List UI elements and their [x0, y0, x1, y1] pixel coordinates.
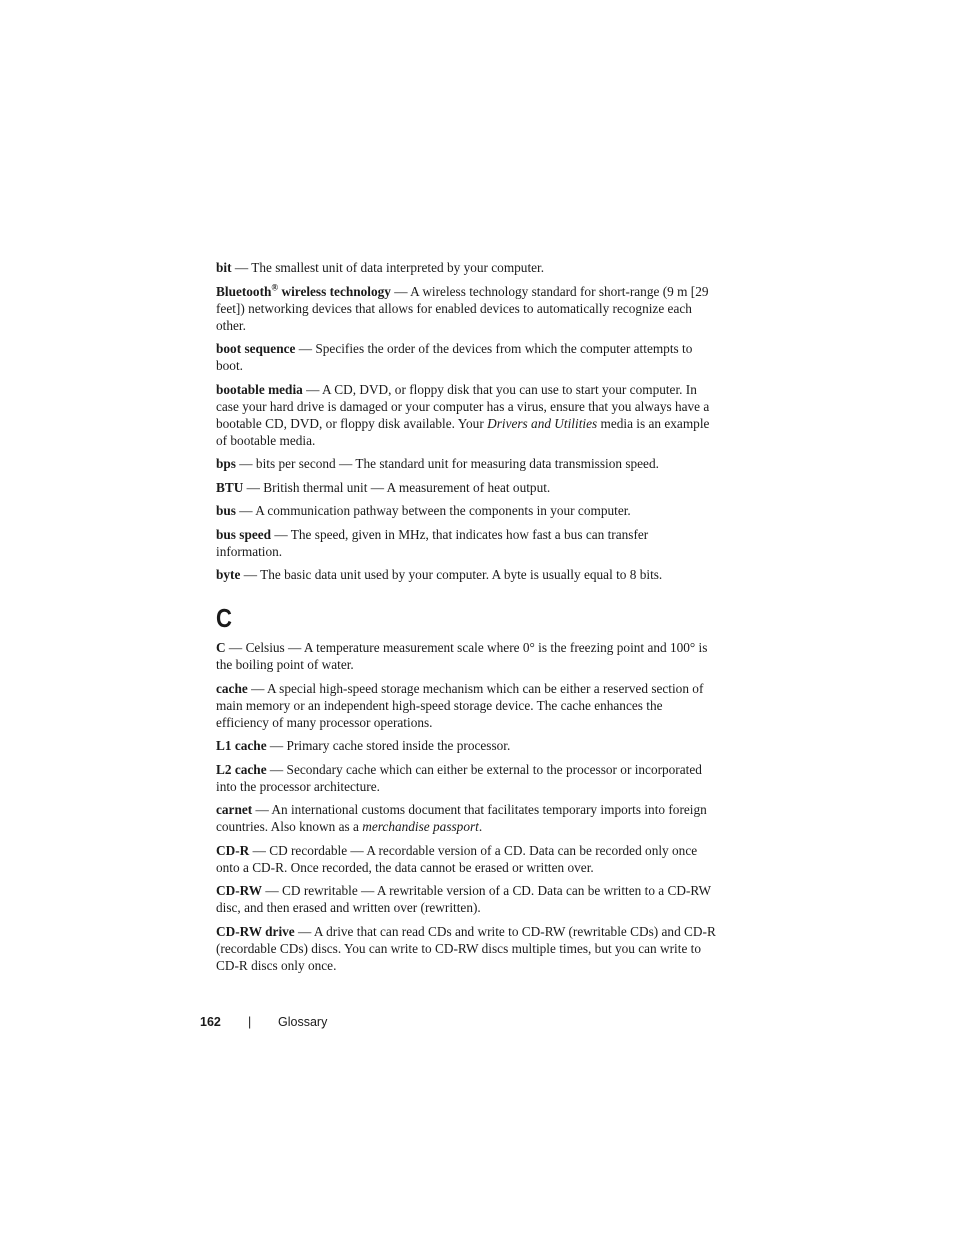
definition: CD recordable — A recordable version of a CD. Data can be recorded only once onto a CD-R. Once recorded, the data cannot be erased or written over.: [216, 842, 698, 875]
glossary-entry-l1-cache: L1 cache — Primary cache stored inside the processor.: [216, 738, 511, 753]
glossary-entry-bootable-media: bootable media — A CD, DVD, or floppy disk that you can use to start your computer. In case your hard drive is damaged or your computer has a virus, ensure that you always have a bootable CD, DVD, or floppy disk available. Your Drivers and Utilities media is an example of bootable media.: [216, 381, 710, 448]
definition: A communication pathway between the components in your computer.: [255, 503, 631, 518]
term: byte: [216, 567, 241, 582]
glossary-entry-cache: cache — A special high-speed storage mechanism which can be either a reserved section of main memory or an independent high-speed storage device. The cache enhances the efficiency of many processor operations.: [216, 680, 704, 730]
glossary-entry-bus-speed: bus speed — The speed, given in MHz, that indicates how fast a bus can transfer information.: [216, 526, 649, 559]
definition: A CD, DVD, or floppy disk that you can use to start your computer. In case your hard drive is damaged or your computer has a virus, ensure that you always have a bootable CD, DVD, or floppy disk available. Your: [216, 381, 710, 431]
term: Bluetooth® wireless technology: [216, 282, 391, 299]
term: bit: [216, 260, 232, 275]
glossary-entry-l2-cache: L2 cache — Secondary cache which can either be external to the processor or incorporated into the processor architecture.: [216, 761, 702, 794]
term: L2 cache: [216, 761, 267, 777]
italic-reference: Drivers and Utilities: [487, 415, 598, 431]
term: L1 cache: [216, 738, 267, 753]
term: bus speed: [216, 526, 272, 542]
term: bps: [216, 456, 236, 471]
glossary-entry-bus: bus — A communication pathway between the components in your computer.: [216, 503, 631, 518]
term: BTU: [216, 479, 244, 495]
glossary-content: [216, 259, 716, 980]
glossary-entry-btu: BTU — British thermal unit — A measurement of heat output.: [216, 479, 551, 495]
definition: British thermal unit — A measurement of heat output.: [263, 479, 551, 495]
term: boot sequence: [216, 341, 296, 356]
glossary-entry-byte: byte — The basic data unit used by your computer. A byte is usually equal to 8 bits.: [216, 567, 663, 582]
glossary-entry-carnet: carnet — An international customs document that facilitates temporary imports into foreign countries. Also known as a merchandise passport.: [216, 802, 707, 834]
definition: Specifies the order of the devices from which the computer attempts to boot.: [216, 341, 693, 373]
footer-section-title: Glossary: [278, 1015, 328, 1029]
definition: Celsius — A temperature measurement scale where 0° is the freezing point and 100° is the boiling point of water.: [216, 640, 708, 672]
definition: The basic data unit used by your computer. A byte is usually equal to 8 bits.: [260, 567, 663, 582]
term: carnet: [216, 802, 253, 817]
italic-reference: merchandise passport: [362, 819, 479, 834]
glossary-entry-bluetooth: Bluetooth® wireless technology — A wireless technology standard for short-range (9 m [29 feet]) networking devices that allows for enabled devices to automatically recognize each other.: [216, 282, 709, 333]
footer-separator: |: [248, 1015, 252, 1029]
term: cache: [216, 680, 248, 696]
definition: The smallest unit of data interpreted by your computer.: [251, 260, 545, 275]
term: bus: [216, 503, 236, 518]
glossary-entry-cd-r: CD-R — CD recordable — A recordable version of a CD. Data can be recorded only once onto a CD-R. Once recorded, the data cannot be erased or written over.: [216, 842, 698, 875]
term: C: [216, 640, 226, 655]
definition: A wireless technology standard for short-range (9 m [29 feet]) networking devices that allows for enabled devices to automatically recognize each other.: [216, 283, 709, 333]
definition: Secondary cache which can either be external to the processor or incorporated into the processor architecture.: [216, 761, 702, 794]
definition: Primary cache stored inside the processor.: [286, 738, 511, 753]
glossary-entry-cd-rw-drive: CD-RW drive — A drive that can read CDs and write to CD-RW (rewritable CDs) and CD-R (recordable CDs) discs. You can write to CD-RW discs multiple times, but you can write to CD-R discs only once.: [216, 923, 716, 973]
glossary-entry-bit: bit — The smallest unit of data interpreted by your computer.: [216, 260, 545, 275]
definition: An international customs document that facilitates temporary imports into foreign countries. Also known as a: [216, 802, 707, 834]
glossary-entry-cd-rw: CD-RW — CD rewritable — A rewritable version of a CD. Data can be written to a CD-RW disc, and then erased and written over (rewritten).: [216, 883, 711, 915]
section-heading-c: C: [216, 603, 232, 633]
glossary-entry-c: C — Celsius — A temperature measurement scale where 0° is the freezing point and 100° is the boiling point of water.: [216, 640, 708, 672]
term: bootable media: [216, 381, 303, 397]
definition: CD rewritable — A rewritable version of a CD. Data can be written to a CD-RW disc, and then erased and written over (rewritten).: [216, 883, 711, 915]
definition: bits per second — The standard unit for measuring data transmission speed.: [255, 456, 659, 471]
term: CD-RW drive: [216, 923, 295, 939]
registered-mark: ®: [271, 282, 279, 293]
definition: A special high-speed storage mechanism which can be either a reserved section of main memory or an independent high-speed storage device. The cache enhances the efficiency of many processor operations.: [216, 680, 704, 730]
page-number: 162: [200, 1015, 221, 1029]
term: CD-RW: [216, 883, 263, 898]
definition: A drive that can read CDs and write to CD-RW (rewritable CDs) and CD-R (recordable CDs) discs. You can write to CD-RW discs multiple times, but you can write to CD-R discs only once.: [216, 923, 716, 973]
term: CD-R: [216, 842, 250, 858]
glossary-entry-boot-sequence: boot sequence — Specifies the order of the devices from which the computer attempts to boot.: [216, 341, 693, 373]
glossary-entry-bps: bps — bits per second — The standard unit for measuring data transmission speed.: [216, 456, 659, 471]
definition: The speed, given in MHz, that indicates how fast a bus can transfer information.: [216, 526, 649, 559]
